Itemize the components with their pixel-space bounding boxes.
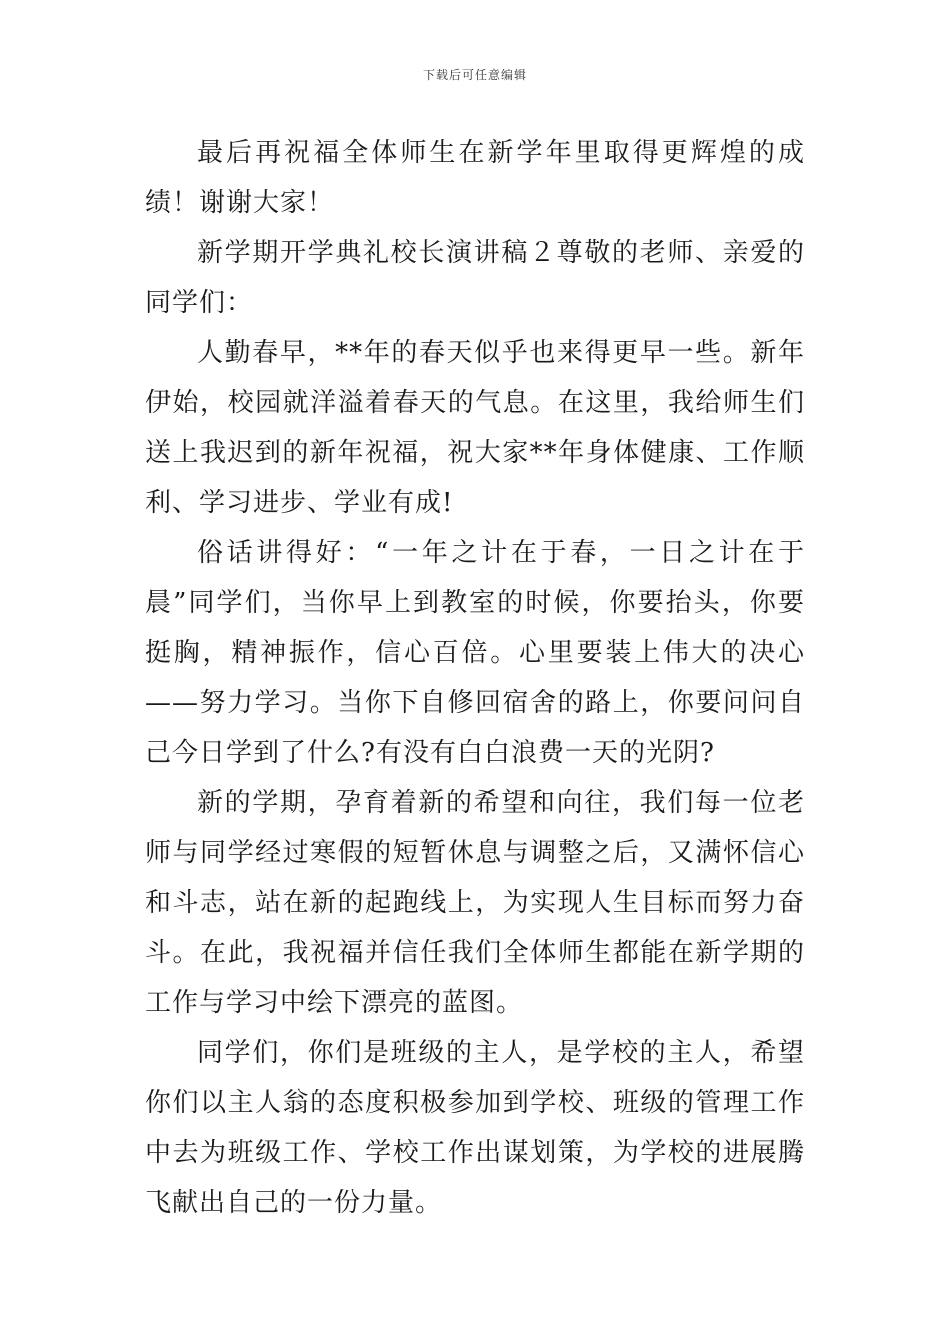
paragraph-closing-wishes: 最后再祝福全体师生在新学年里取得更辉煌的成绩！谢谢大家！ xyxy=(145,138,805,218)
document-body xyxy=(145,128,805,1228)
paragraph-new-year-greeting: 人勤春早，**年的春天似乎也来得更早一些。新年伊始，校园就洋溢着春天的气息。在这里，我给师生们送上我迟到的新年祝福，祝大家**年身体健康、工作顺利、学习进步、学业有成! xyxy=(145,338,805,518)
header-note: 下载后可任意编辑 xyxy=(422,68,527,82)
paragraph-new-semester: 新的学期，孕育着新的希望和向往，我们每一位老师与同学经过寒假的短暂休息与调整之后，又满怀信心和斗志，站在新的起跑线上，为实现人生目标而努力奋斗。在此，我祝福并信任我们全体师生都能在新学期的工作与学习中绘下漂亮的蓝图。 xyxy=(145,788,805,1018)
paragraph-speech-title: 新学期开学典礼校长演讲稿２尊敬的老师、亲爱的同学们： xyxy=(145,238,805,318)
paragraph-proverb: 俗话讲得好：“一年之计在于春，一日之计在于晨”同学们，当你早上到教室的时候，你要抬头，你要挺胸，精神振作，信心百倍。心里要装上伟大的决心——努力学习。当你下自修回宿舍的路上，你要问问自己今日学到了什么?有没有白白浪费一天的光阴? xyxy=(145,538,805,768)
paragraph-students-role: 同学们，你们是班级的主人，是学校的主人，希望你们以主人翁的态度积极参加到学校、班级的管理工作中去为班级工作、学校工作出谋划策，为学校的进展腾飞献出自己的一份力量。 xyxy=(145,1038,805,1218)
